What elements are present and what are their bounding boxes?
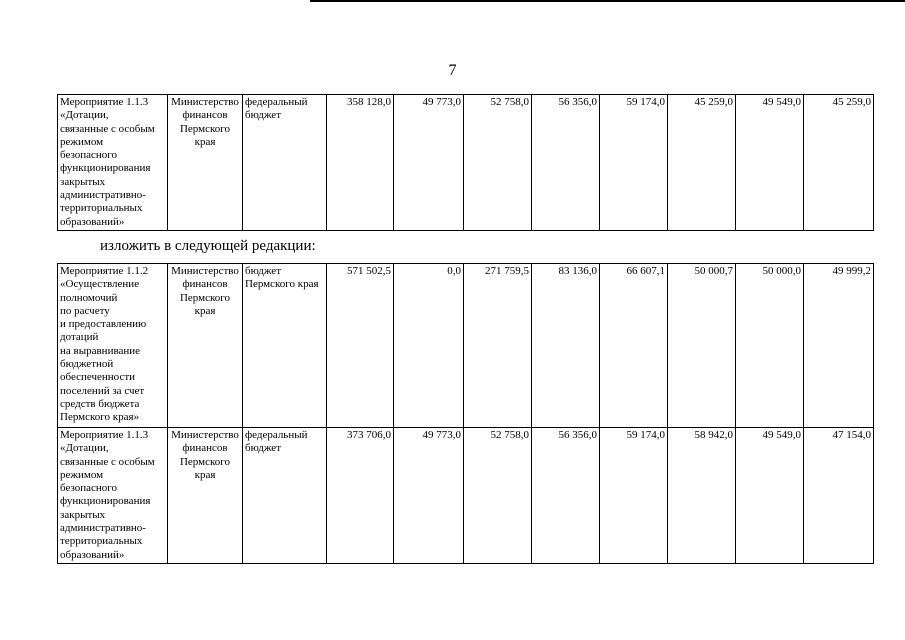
- amount-year-cell: 50 000,0: [736, 264, 804, 428]
- amount-year-cell: 49 999,2: [804, 264, 874, 428]
- amount-year-cell: 56 356,0: [532, 95, 600, 231]
- amount-year-cell: 58 942,0: [668, 428, 736, 564]
- new-version-table: [57, 263, 874, 564]
- amount-total-cell: 373 706,0: [327, 428, 394, 564]
- table-row: [58, 95, 874, 231]
- amount-year-cell: 52 758,0: [464, 428, 532, 564]
- page-number: 7: [448, 62, 457, 79]
- measure-name-cell: Мероприятие 1.1.3 «Дотации, связанные с особым режимом безопасного функционирования закрытых административно- территориальных образований»: [58, 428, 168, 564]
- amount-year-cell: 45 259,0: [804, 95, 874, 231]
- old-version-table: [57, 94, 874, 231]
- amount-total-cell: 358 128,0: [327, 95, 394, 231]
- amendment-instruction: изложить в следующей редакции:: [100, 238, 316, 254]
- funding-source-cell: федеральный бюджет: [243, 95, 327, 231]
- amount-year-cell: 83 136,0: [532, 264, 600, 428]
- amount-year-cell: 49 549,0: [736, 95, 804, 231]
- amount-year-cell: 56 356,0: [532, 428, 600, 564]
- organization-cell: Министерство финансов Пермского края: [168, 428, 243, 564]
- measure-name-cell: Мероприятие 1.1.3 «Дотации, связанные с особым режимом безопасного функционирования закрытых административно- территориальных образований»: [58, 95, 168, 231]
- amount-year-cell: 52 758,0: [464, 95, 532, 231]
- funding-source-cell: федеральный бюджет: [243, 428, 327, 564]
- organization-cell: Министерство финансов Пермского края: [168, 95, 243, 231]
- amount-year-cell: 66 607,1: [600, 264, 668, 428]
- amount-year-cell: 45 259,0: [668, 95, 736, 231]
- amount-year-cell: 59 174,0: [600, 428, 668, 564]
- funding-source-cell: бюджет Пермского края: [243, 264, 327, 428]
- amount-year-cell: 59 174,0: [600, 95, 668, 231]
- amount-year-cell: 47 154,0: [804, 428, 874, 564]
- amount-year-cell: 49 773,0: [394, 428, 464, 564]
- amount-total-cell: 571 502,5: [327, 264, 394, 428]
- amount-year-cell: 49 549,0: [736, 428, 804, 564]
- top-border-line: [310, 0, 905, 2]
- organization-cell: Министерство финансов Пермского края: [168, 264, 243, 428]
- table-row: [58, 428, 874, 564]
- amount-year-cell: 271 759,5: [464, 264, 532, 428]
- amount-year-cell: 50 000,7: [668, 264, 736, 428]
- amount-year-cell: 0,0: [394, 264, 464, 428]
- measure-name-cell: Мероприятие 1.1.2 «Осуществление полномочий по расчету и предоставлению дотаций на выравнивание бюджетной обеспеченности поселений за счет средств бюджета Пермского края»: [58, 264, 168, 428]
- table-row: [58, 264, 874, 428]
- amount-year-cell: 49 773,0: [394, 95, 464, 231]
